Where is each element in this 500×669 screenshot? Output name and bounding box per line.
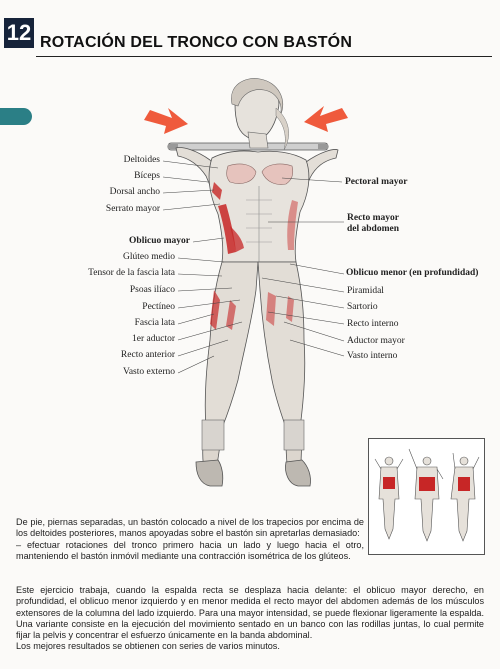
paragraph-1: De pie, piernas separadas, un bastón colocado a nivel de los trapecios por encima de los deltoides posteriores, manos apoyadas sobre el bastón sin apretarlas demasiado: bbox=[16, 517, 364, 539]
figure-head bbox=[231, 78, 288, 150]
label-vasto-interno: Vasto interno bbox=[347, 351, 398, 361]
label-oblicuo-menor-suffix: (en profundidad) bbox=[406, 268, 479, 278]
label-recto-anterior: Recto anterior bbox=[120, 350, 175, 360]
label-oblicuo-menor bbox=[346, 269, 478, 279]
rotation-arrow-right-icon bbox=[304, 106, 348, 132]
label-deltoides: Deltoides bbox=[123, 155, 160, 165]
paragraph-4: Los mejores resultados se obtienen con series de varios minutos. bbox=[16, 641, 280, 652]
label-psoas-iliaco: Psoas ilíaco bbox=[129, 285, 175, 295]
label-dorsal-ancho: Dorsal ancho bbox=[109, 187, 160, 197]
inset-figure-1 bbox=[375, 457, 403, 539]
label-vasto-externo: Vasto externo bbox=[123, 367, 175, 377]
label-serrato-mayor: Serrato mayor bbox=[105, 204, 160, 214]
variation-figures bbox=[369, 439, 484, 554]
label-sartorio: Sartorio bbox=[347, 302, 378, 312]
label-oblicuo-menor-name: Oblicuo menor bbox=[346, 268, 407, 278]
label-fascia-lata: Fascia lata bbox=[134, 318, 175, 328]
paragraph-3: Este ejercicio trabaja, cuando la espalda recta se desplaza hacia delante: el oblicuo mayor derecho, en profundidad, el oblicuo menor izquierdo y en menor medida el recto mayor del abdomen además de los músculos extensores de la columna del lado izquierdo. Para una mayor intensidad, se puede flexionar ligeramente la espalda. Una variante consiste en la ejecución del movimiento sentado en un banco con las rodillas juntas, lo cual permite fijar la pelvis y concentrar el esfuerzo únicamente en la banda abdominal. bbox=[16, 585, 484, 641]
label-recto-interno: Recto interno bbox=[347, 319, 399, 329]
label-biceps: Bíceps bbox=[134, 171, 160, 181]
variation-inset bbox=[368, 438, 485, 555]
inset-figure-3 bbox=[451, 453, 479, 541]
label-pectoral-mayor: Pectoral mayor bbox=[345, 177, 408, 187]
label-pectineo: Pectíneo bbox=[142, 302, 175, 312]
label-tensor-fascia-lata: Tensor de la fascia lata bbox=[88, 268, 175, 278]
rotation-arrow-left-icon bbox=[144, 108, 188, 134]
paragraph-2: – efectuar rotaciones del tronco primero hacia un lado y luego hacia el otro, manteniendo el bastón inmóvil mediante una contracción isométrica de los glúteos. bbox=[16, 539, 364, 561]
label-aductor-mayor: Aductor mayor bbox=[347, 336, 405, 346]
label-recto-mayor-line1: Recto mayor bbox=[347, 213, 399, 223]
label-recto-mayor-line2: del abdomen bbox=[347, 224, 399, 234]
figure-legs bbox=[196, 262, 311, 486]
description-body bbox=[16, 585, 484, 653]
label-gluteo-medio: Glúteo medio bbox=[123, 252, 175, 262]
description-intro bbox=[16, 517, 364, 562]
label-oblicuo-mayor: Oblicuo mayor bbox=[129, 236, 190, 246]
stick-bar bbox=[168, 143, 328, 150]
inset-figure-2 bbox=[409, 449, 443, 541]
figure-torso bbox=[209, 151, 309, 262]
label-piramidal: Piramidal bbox=[347, 286, 384, 296]
page-title: ROTACIÓN DEL TRONCO CON BASTÓN bbox=[40, 34, 353, 51]
label-primer-aductor: 1er aductor bbox=[132, 334, 175, 344]
chapter-number-badge: 12 bbox=[4, 18, 34, 48]
